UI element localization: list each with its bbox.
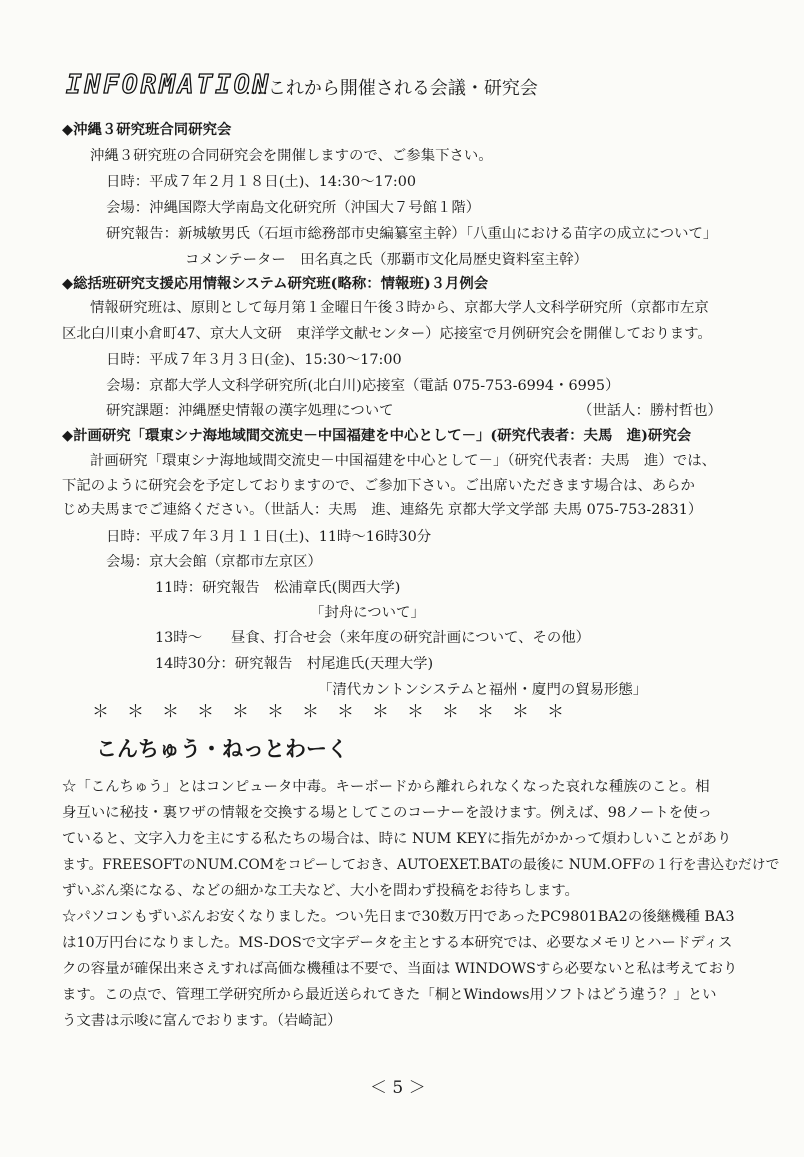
column-paragraph-line: 身互いに秘技・裏ワザの情報を交換する場としてこのコーナーを設けます。例えば、98ノートを使っ xyxy=(62,805,712,821)
column-paragraph-line: ます。FREESOFTのNUM.COMをコピーしておき、AUTOEXET.BATの最後に NUM.OFFの１行を書込むだけで xyxy=(62,857,780,873)
event3-session1-title: 「封舟について」 xyxy=(310,605,425,621)
event1-venue: 会場：沖縄国際大学南島文化研究所（沖国大７号館１階） xyxy=(106,200,481,216)
event3-session3-time: 14時30分：研究報告 村尾進氏(天理大学) xyxy=(155,656,434,672)
event3-session2: 13時～ 昼食、打合せ会（来年度の研究計画について、その他） xyxy=(155,630,591,646)
event3-body-line: じめ夫馬までご連絡ください。（世話人：夫馬 進、連絡先 京都大学文学部 夫馬 075-753-2831） xyxy=(62,502,703,518)
event1-intro: 沖縄３研究班の合同研究会を開催しますので、ご参集下さい。 xyxy=(90,148,493,164)
column-paragraph-line: ていると、文字入力を主にする私たちの場合は、時に NUM KEYに指先がかかって煩わしいことがあり xyxy=(62,831,732,847)
column-paragraph-line: は10万円台になりました。MS-DOSで文字データを主とする本研究では、必要なメモリとハードディス xyxy=(62,935,733,951)
event2-heading: ◆総括班研究支援応用情報システム研究班(略称：情報班)３月例会 xyxy=(62,275,489,292)
event3-venue: 会場：京大会館（京都市左京区） xyxy=(106,554,322,570)
event2-body-line: 情報研究班は、原則として毎月第１金曜日午後３時から、京都大学人文科学研究所（京都市左京 xyxy=(90,300,709,316)
event3-body-line: 下記のように研究会を予定しておりますので、ご参加下さい。ご出席いただきます場合は、あらか xyxy=(62,478,695,494)
page-number: ＜ 5 ＞ xyxy=(370,1078,426,1098)
information-subtitle: ....これから開催される会議・研究会 xyxy=(245,78,538,99)
event2-host: （世話人：勝村哲也） xyxy=(578,403,722,419)
event3-date: 日時：平成７年３月１１日(土)、11時～16時30分 xyxy=(106,529,432,545)
column-paragraph-line: う文書は示唆に富んでおります。（岩崎記） xyxy=(62,1013,342,1029)
event3-heading: ◆計画研究「環東シナ海地域間交流史－中国福建を中心として－」(研究代表者：夫馬 進)研究会 xyxy=(62,427,692,444)
column-paragraph-line: ☆パソコンもずいぶんお安くなりました。つい先日まで30数万円であったPC9801BA2の後継機種 BA3 xyxy=(62,909,735,925)
event3-body-line: 計画研究「環東シナ海地域間交流史－中国福建を中心として－」（研究代表者：夫馬 進）では、 xyxy=(90,453,716,469)
column-title: こんちゅう・ねっとわーく xyxy=(96,737,348,761)
event3-session1-time: 11時：研究報告 松浦章氏(関西大学) xyxy=(155,580,401,596)
column-paragraph-line: ずいぶん楽になる、などの細かな工夫など、大小を問わず投稿をお待ちします。 xyxy=(62,883,579,899)
column-paragraph-line: ☆「こんちゅう」とはコンピュータ中毒。キーボードから離れられなくなった哀れな種族のこと。相 xyxy=(62,779,710,795)
event1-heading: ◆沖縄３研究班合同研究会 xyxy=(62,121,232,138)
column-paragraph-line: ます。この点で、管理工学研究所から最近送られてきた「桐とWindows用ソフトはどう違う？」とい xyxy=(62,987,717,1003)
event1-commentator: コメンテーター 田名真之氏（那覇市文化局歴史資料室主幹） xyxy=(185,252,588,268)
information-title: INFORMATION xyxy=(66,70,272,100)
event3-session3-title: 「清代カントンシステムと福州・廈門の貿易形態」 xyxy=(318,682,648,698)
asterisk-divider: ＊ ＊ ＊ ＊ ＊ ＊ ＊ ＊ ＊ ＊ ＊ ＊ ＊ ＊ xyxy=(92,702,565,722)
event1-date: 日時：平成７年２月１８日(土)、14:30～17:00 xyxy=(106,174,417,190)
event2-body-line: 区北白川東小倉町47、京大人文研 東洋学文献センター）応接室で月例研究会を開催しております。 xyxy=(62,326,712,342)
event2-topic: 研究課題：沖縄歴史情報の漢字処理について xyxy=(106,403,394,419)
column-paragraph-line: クの容量が確保出来さえすれば高価な機種は不要で、当面は WINDOWSすら必要ないと私は考えており xyxy=(62,961,738,977)
event2-venue: 会場：京都大学人文科学研究所(北白川)応接室（電話 075-753-6994・6995） xyxy=(106,378,620,394)
event1-report: 研究報告：新城敏男氏（石垣市総務部市史編纂室主幹）「八重山における苗字の成立について」 xyxy=(106,226,718,242)
event2-date: 日時：平成７年３月３日(金)、15:30～17:00 xyxy=(106,352,402,368)
